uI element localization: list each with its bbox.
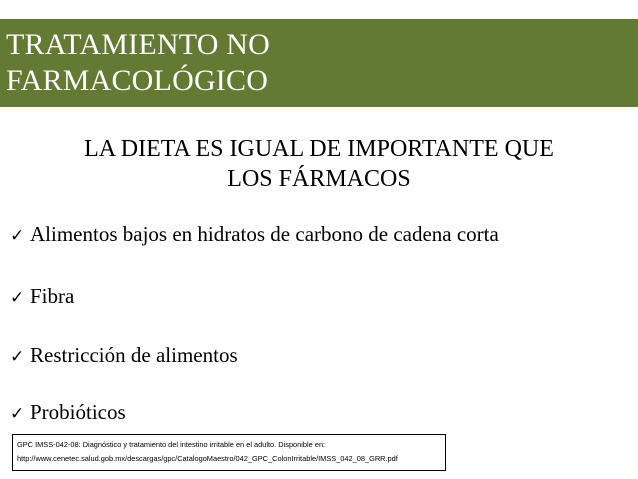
checkmark-icon: ✓ — [10, 226, 25, 246]
citation-url[interactable]: http://www.cenetec.salud.gob.mx/descargas/gpc/CatalogoMaestro/042_GPC_ColonIrritable/IMSS_042_08_GRR.pdf — [17, 454, 398, 463]
bullet-item — [10, 342, 238, 370]
citation-box — [12, 434, 446, 471]
subtitle-line-2: LOS FÁRMACOS — [227, 166, 411, 192]
checkmark-icon: ✓ — [10, 288, 25, 308]
bullet-text: Alimentos bajos en hidratos de carbono de cadena corta — [30, 222, 499, 246]
bullet-text: Probióticos — [30, 400, 126, 424]
bullet-text: Fibra — [30, 284, 75, 308]
bullet-item — [10, 399, 126, 427]
checkmark-icon: ✓ — [10, 347, 25, 367]
citation-line-1: GPC IMSS-042-08: Diagnóstico y tratamiento del intestino irritable en el adulto. Disponible en: — [17, 440, 326, 449]
bullet-item — [10, 283, 74, 311]
subtitle-line-1: LA DIETA ES IGUAL DE IMPORTANTE QUE — [84, 136, 554, 162]
bullet-text: Restricción de alimentos — [30, 343, 238, 367]
bullet-item — [10, 221, 499, 249]
checkmark-icon: ✓ — [10, 404, 25, 424]
slide-subtitle — [20, 134, 618, 194]
title-bar — [0, 19, 638, 107]
slide-title-line-2: FARMACOLÓGICO — [6, 64, 269, 97]
slide-title-line-1: TRATAMIENTO NO — [6, 28, 270, 61]
